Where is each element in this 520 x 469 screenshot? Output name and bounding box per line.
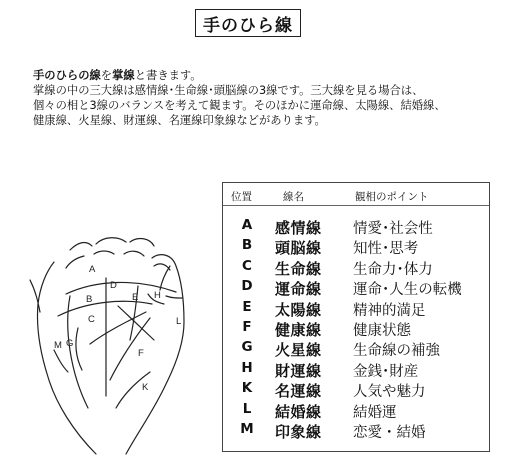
row-meaning: 人気や魅力 [353,384,426,401]
row-line-name: 運命線 [275,280,322,299]
row-position: C [242,257,252,274]
diagram-label-d: D [110,280,117,291]
intro-term-shousen: 掌線 [112,69,135,82]
table-row [223,217,489,237]
row-line-name: 健康線 [275,320,322,339]
row-meaning: 運命･人生の転機 [353,282,462,299]
intro-line-2: 掌線の中の三大線は感情線･生命線･頭脳線の3線です。三大線を見る場合は、 [33,84,424,97]
diagram-label-h: H [154,290,161,301]
diagram-label-l: L [176,316,182,327]
header-meaning: 観相のポイント [355,191,429,203]
row-line-name: 感情線 [275,219,322,237]
intro-line-1-end: と書きます。 [134,69,202,82]
table-row [223,319,489,339]
row-meaning: 精神的満足 [353,302,426,319]
page-title [195,9,301,37]
header-line-name: 線名 [283,191,304,203]
palm-diagram [26,232,216,464]
mars-line-g [76,328,82,370]
table-row [223,258,489,278]
intro-line-1 [33,68,503,83]
table-body [223,217,489,441]
marriage-line-l [166,296,182,298]
header-position: 位置 [231,191,252,203]
row-position: M [240,420,254,437]
life-line-c [68,296,88,408]
header-divider [223,205,489,206]
row-meaning: 金銭･財産 [353,363,419,380]
diagram-label-a: A [89,264,96,275]
row-position: H [241,359,253,376]
row-position: F [242,318,252,335]
row-meaning: 生命力･体力 [353,261,433,278]
intro-term-palm-lines: 手のひらの線 [33,69,101,82]
row-line-name: 印象線 [275,422,322,441]
palm-line-table [222,182,490,452]
diagram-label-b: B [86,294,93,305]
diagram-label-c: C [88,314,95,325]
row-line-name: 名運線 [275,382,322,401]
row-position: D [241,278,253,295]
diagram-label-k: K [142,382,149,393]
row-position: G [241,339,253,356]
table-row [223,360,489,380]
table-row [223,401,489,421]
intro-line-3: 個々の相と3線のバランスを考えて観ます。そのほかに運命線、太陽線、結婚線、 [33,99,446,112]
row-meaning: 健康状態 [353,322,411,339]
diagram-label-m: M [54,340,62,351]
row-position: K [241,380,253,397]
diagram-label-g: G [66,338,74,349]
intro-particle: を [100,69,113,82]
intro-paragraph [33,68,503,128]
finger-creases [66,251,170,270]
row-meaning: 結婚運 [353,404,397,421]
table-row [223,299,489,319]
row-line-name: 結婚線 [275,402,322,421]
row-line-name: 財運線 [275,361,322,380]
row-position: L [242,400,252,417]
table-row [223,278,489,298]
row-line-name: 生命線 [275,259,322,278]
row-position: A [241,217,253,233]
table-header [223,189,489,203]
row-meaning: 情愛･社会性 [353,221,433,237]
table-row [223,237,489,257]
row-meaning: 生命線の補強 [353,343,440,360]
diagram-label-f: F [138,348,144,359]
diagram-label-e: E [132,292,139,303]
head-line-b [58,301,152,316]
row-position: B [241,237,253,254]
intro-line-4: 健康線、火星線、財運線、名運線印象線などがあります。 [33,114,326,127]
impression-line-m [54,350,68,372]
row-line-name: 火星線 [275,341,322,360]
page-title-text: 手のひら線 [203,15,293,36]
table-row [223,339,489,359]
table-row [223,421,489,441]
row-line-name: 太陽線 [275,300,322,319]
row-position: E [242,298,252,315]
row-line-name: 頭脳線 [275,239,322,258]
table-row [223,380,489,400]
row-meaning: 知性･思考 [353,241,419,258]
row-meaning: 恋愛・結婚 [353,424,426,441]
